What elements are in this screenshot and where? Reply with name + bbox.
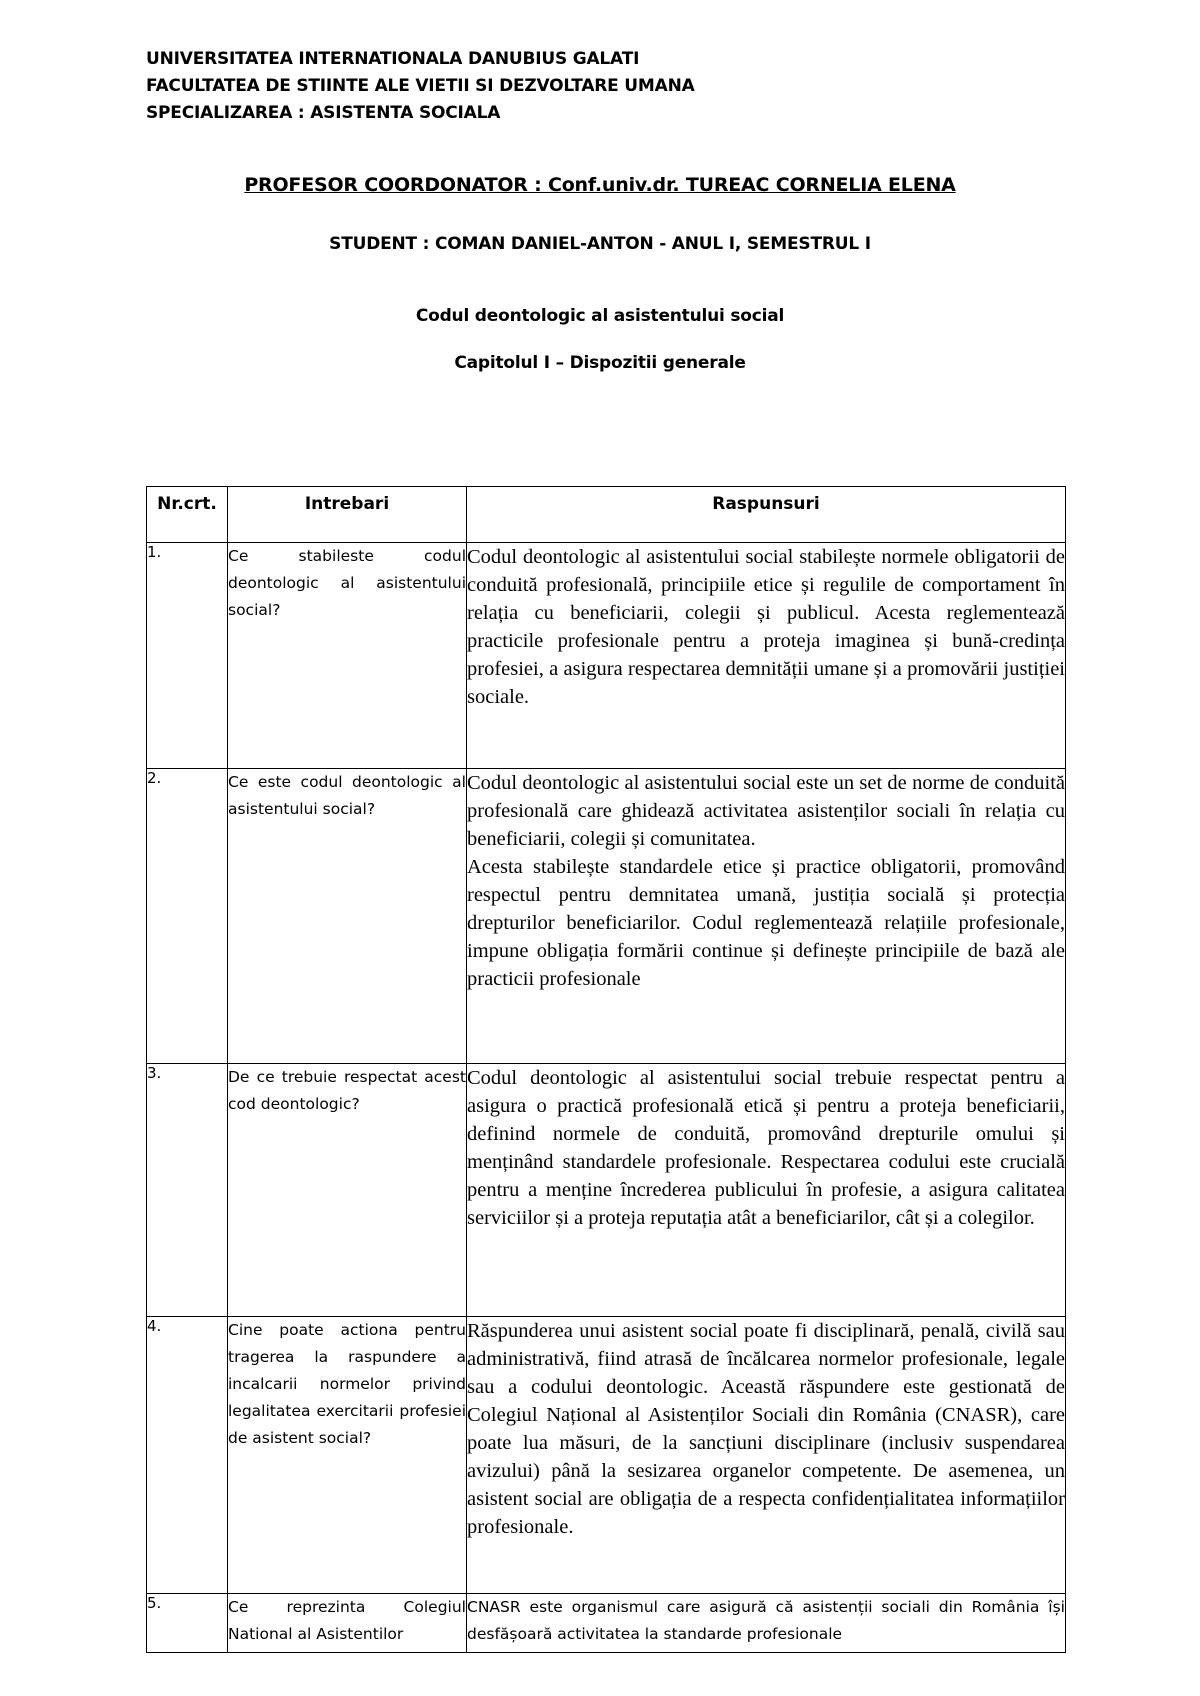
row-number: 4. <box>147 1317 228 1594</box>
answer-cell: Codul deontologic al asistentului social stabilește normele obligatorii de conduită profesională, principiile etice și regulile de comportament în relația cu beneficiarii, colegii și publicul. Acesta reglementează practicile profesionale pentru a proteja imaginea și bună-credința profesiei, a asigura respectarea demnității umane și a promovării justiției sociale. <box>467 543 1066 769</box>
question-cell: De ce trebuie respectat acest cod deontologic? <box>228 1064 467 1317</box>
header-raspunsuri: Raspunsuri <box>467 487 1066 543</box>
table-row <box>147 1317 1066 1594</box>
table-row <box>147 1064 1066 1317</box>
student-line: STUDENT : COMAN DANIEL-ANTON - ANUL I, SEMESTRUL I <box>329 234 871 254</box>
header-intrebari: Intrebari <box>228 487 467 543</box>
specialization-name: SPECIALIZAREA : ASISTENTA SOCIALA <box>146 103 501 123</box>
table-row <box>147 543 1066 769</box>
answer-cell: Codul deontologic al asistentului social trebuie respectat pentru a asigura o practică profesională etică și pentru a proteja beneficiarii, definind normele de conduită, promovând drepturile omului și menținând standardele profesionale. Respectarea codului este crucială pentru a menține încrederea publicului în profesie, a asigura calitatea serviciilor și a proteja reputația atât a beneficiarilor, cât și a colegilor. <box>467 1064 1066 1317</box>
row-number: 2. <box>147 769 228 1064</box>
university-name: UNIVERSITATEA INTERNATIONALA DANUBIUS GALATI <box>146 49 640 69</box>
chapter-title: Capitolul I – Dispozitii generale <box>454 353 746 373</box>
faculty-name: FACULTATEA DE STIINTE ALE VIETII SI DEZVOLTARE UMANA <box>146 76 695 96</box>
table-row <box>147 769 1066 1064</box>
question-cell: Ce este codul deontologic al asistentului social? <box>228 769 467 1064</box>
qa-table <box>146 486 1066 1653</box>
document-title: Codul deontologic al asistentului social <box>415 306 785 326</box>
institution-header <box>146 46 695 127</box>
table-header-row <box>147 487 1066 543</box>
professor-line: PROFESOR COORDONATOR : Conf.univ.dr. TUREAC CORNELIA ELENA <box>244 174 956 196</box>
answer-paragraph: Codul deontologic al asistentului social este un set de norme de conduită profesională care ghidează activitatea asistenților sociali în relația cu beneficiarii, colegii și comunitatea. <box>467 772 1065 850</box>
row-number: 5. <box>147 1594 228 1653</box>
row-number: 3. <box>147 1064 228 1317</box>
question-cell: Ce stabileste codul deontologic al asistentului social? <box>228 543 467 769</box>
answer-cell: Răspunderea unui asistent social poate fi disciplinară, penală, civilă sau administrativă, fiind atrasă de încălcarea normelor profesionale, legale sau a codului deontologic. Această răspundere este gestionată de Colegiul Național al Asistenților Sociali din România (CNASR), care poate lua măsuri, de la sancțiuni disciplinare (inclusiv suspendarea avizului) până la sesizarea organelor competente. De asemenea, un asistent social are obligația de a respecta confidențialitatea informațiilor profesionale. <box>467 1317 1066 1594</box>
answer-cell: CNASR este organismul care asigură că asistenții sociali din România își desfășoară activitatea la standarde profesionale <box>467 1594 1066 1653</box>
question-cell: Cine poate actiona pentru tragerea la raspundere a incalcarii normelor privind legalitatea exercitarii profesiei de asistent social? <box>228 1317 467 1594</box>
header-nr-crt: Nr.crt. <box>147 487 228 543</box>
question-cell: Ce reprezinta Colegiul National al Asistentilor <box>228 1594 467 1653</box>
answer-cell <box>467 769 1066 1064</box>
answer-paragraph: Acesta stabilește standardele etice și practice obligatorii, promovând respectul pentru demnitatea umană, justiția socială și protecția drepturilor beneficiarilor. Codul reglementează relațiile profesionale, impune obligația formării continue și definește principiile de bază ale practicii profesionale <box>467 856 1065 990</box>
row-number: 1. <box>147 543 228 769</box>
table-row <box>147 1594 1066 1653</box>
